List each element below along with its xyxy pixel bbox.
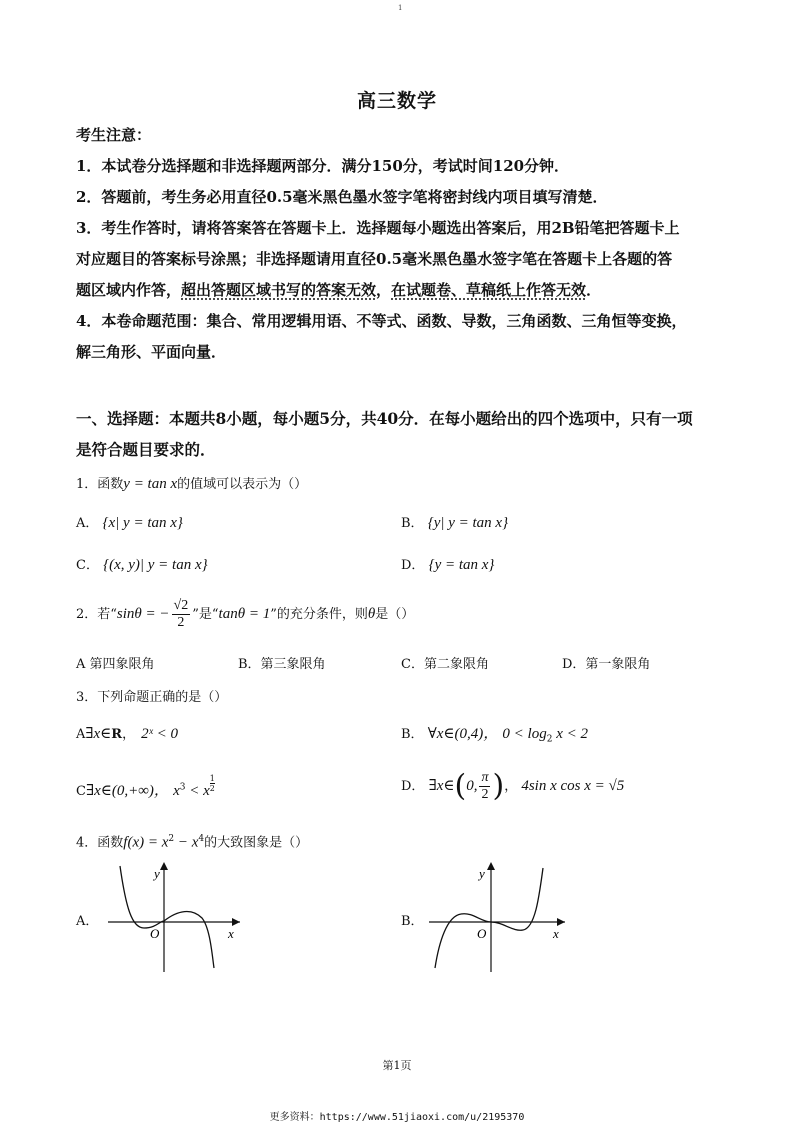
- notice-item-4-line-2: 解三角形、平面向量．: [76, 343, 227, 361]
- question-2-option-a: A 第四象限角: [76, 657, 155, 672]
- graph-option-b: [425, 858, 575, 978]
- emphasis-text: 超出答题区域书写的答案无效: [181, 281, 377, 299]
- notice-heading: 考生注意：: [76, 126, 152, 144]
- notice-item-2: 2．答题前，考生务必用直径0.5毫米黑色墨水签字笔将密封线内项目填写清楚．: [76, 188, 608, 206]
- question-1-option-b: B． {y| y = tan x}: [401, 515, 509, 531]
- x-axis-arrow-icon: [557, 918, 565, 926]
- page-title: 高三数学: [356, 90, 437, 112]
- y-axis-label: y: [154, 866, 160, 881]
- question-2-option-d: D．第一象限角: [562, 657, 651, 672]
- question-1-option-d: D． {y = tan x}: [401, 557, 495, 573]
- x-axis-arrow-icon: [232, 918, 240, 926]
- question-1-option-a: A． {x| y = tan x}: [76, 515, 183, 531]
- question-4-option-a: A．: [76, 914, 99, 929]
- question-1-option-c: C． {(x, y)| y = tan x}: [76, 557, 208, 573]
- notice-item-4: [76, 306, 726, 368]
- notice-item-3: [76, 213, 726, 306]
- fraction: $\frac{\pi}{2}$: [481, 770, 489, 802]
- page-number: 第1页: [382, 1059, 412, 1072]
- notice-item-3-line-3: 题区域内作答，超出答题区域书写的答案无效，在试题卷、草稿纸上作答无效．: [76, 281, 602, 299]
- question-3-option-d: D． ∃x∈(0, $\frac{\pi}{2}$ )， 4sin x cos x = √5: [401, 768, 625, 804]
- curve: [120, 866, 214, 968]
- question-3-stem: 3．下列命题正确的是（）: [76, 690, 228, 705]
- origin-label: O: [477, 926, 487, 941]
- notice-item-3-line-2: 对应题目的答案标号涂黑；非选择题请用直径0.5毫米黑色墨水签字笔在答题卡上各题的答: [76, 250, 673, 268]
- resource-link-text: 更多资料：https://www.51jiaoxi.com/u/2195370: [269, 1112, 525, 1123]
- section-heading: 一、选择题：本题共8小题，每小题5分，共40分．在每小题给出的四个选项中，只有一项 是符合题目要求的．: [76, 409, 693, 459]
- y-axis-label: y: [479, 866, 485, 881]
- question-1-stem: 1．函数y = tan x的值域可以表示为（）: [76, 476, 308, 492]
- question-2-option-b: B．第三象限角: [238, 657, 326, 672]
- question-4-stem: 4．函数$f(x) = x^2 - x^4$的大致图象是（）: [76, 834, 309, 851]
- question-4-option-b: B．: [401, 914, 424, 929]
- curve: [435, 868, 543, 968]
- page-mark: 1: [398, 4, 403, 12]
- question-3-option-b: B． ∀x∈(0,4)， $0 < \log_2 x < 2$: [401, 726, 588, 745]
- question-3-option-c: C∃x∈(0,+∞)， $x^3 < x$ $^{\frac{1}{2}}$: [76, 774, 215, 799]
- math-expression: y = tan x: [123, 476, 178, 492]
- x-axis-label: x: [228, 926, 234, 941]
- y-axis-arrow-icon: [487, 862, 495, 870]
- fraction: $\frac{√2}{2}$: [173, 598, 189, 630]
- notice-item-1: 1．本试卷分选择题和非选择题两部分．满分150分，考试时间120分钟．: [76, 157, 570, 175]
- notice-item-4-line-1: 4．本卷命题范围：集合、常用逻辑用语、不等式、函数、导数，三角函数、三角恒等变换，: [76, 312, 687, 330]
- question-2-stem: 2．若“sinθ = − $\frac{√2}{2}$ ”是“tanθ = 1”的充分条件，则θ是（）: [76, 598, 415, 630]
- origin-label: O: [150, 926, 160, 941]
- emphasis-text: 在试题卷、草稿纸上作答无效: [391, 281, 587, 299]
- question-2-option-c: C．第二象限角: [401, 657, 489, 672]
- graph-option-a: [100, 858, 250, 978]
- notice-item-3-line-1: 3．考生作答时，请将答案答在答题卡上．选择题每小题选出答案后，用2B铅笔把答题卡上: [76, 219, 680, 237]
- question-3-option-a: A∃x∈R， 2ˣ < 0: [76, 726, 178, 742]
- x-axis-label: x: [553, 926, 559, 941]
- y-axis-arrow-icon: [160, 862, 168, 870]
